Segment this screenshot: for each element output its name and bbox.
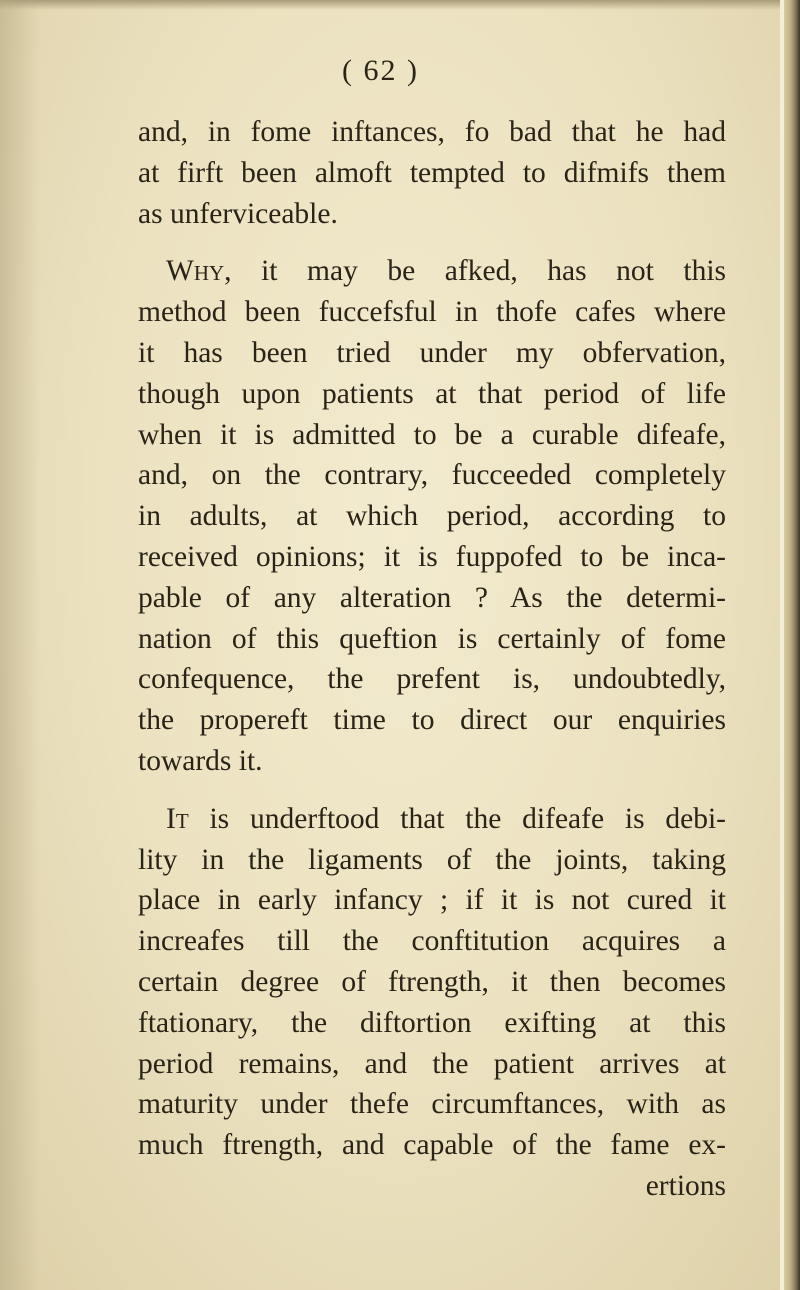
text-line: confequence, the prefent is, undoubtedly,: [138, 663, 726, 696]
text-line-rest: it may be afked, has not this: [231, 255, 726, 288]
text-line: certain degree of ftrength, it then becomes: [138, 965, 726, 998]
book-fore-edge: [784, 0, 800, 1290]
text-line: lity in the ligaments of the joints, taking: [138, 843, 726, 876]
paragraph-gap: [138, 234, 726, 251]
text-line: nation of this queftion is certainly of fome: [138, 622, 726, 655]
text-line: pable of any alteration ? As the determi-: [138, 581, 726, 614]
lead-word: Why,: [166, 255, 232, 288]
top-edge-shadow: [0, 0, 800, 10]
text-line-rest: is underftood that the difeafe is debi-: [188, 802, 726, 835]
text-line: it has been tried under my obfervation,: [138, 336, 726, 369]
text-line: though upon patients at that period of life: [138, 377, 726, 410]
text-line: much ftrength, and capable of the fame ex-: [138, 1129, 726, 1162]
text-line: when it is admitted to be a curable difeafe,: [138, 418, 726, 451]
text-line: and, in fome inftances, fo bad that he had: [138, 116, 726, 148]
paragraph-gap: [138, 782, 726, 799]
text-line: period remains, and the patient arrives at: [138, 1047, 726, 1080]
text-line: towards it.: [138, 744, 263, 777]
text-line: as unferviceable.: [138, 197, 338, 230]
text-line: maturity under thefe circumftances, with as: [138, 1088, 726, 1121]
text-line: method been fuccefsful in thofe cafes where: [138, 296, 726, 329]
text-line: the propereft time to direct our enquiries: [138, 704, 726, 737]
text-line: received opinions; it is fuppofed to be inca-: [138, 540, 726, 573]
lead-word: It: [166, 802, 189, 835]
text-line: increafes till the conftitution acquires a: [138, 925, 726, 958]
body-text: [138, 112, 726, 1207]
text-line: at firft been almoft tempted to difmifs them: [138, 156, 726, 189]
gutter-shade: [0, 0, 40, 1290]
text-line: in adults, at which period, according to: [138, 500, 726, 533]
paragraph-2-first-line: [138, 251, 726, 292]
page-number: ( 62 ): [342, 54, 419, 87]
text-line: place in early infancy ; if it is not cured it: [138, 884, 726, 917]
paragraph-3-first-line: [138, 799, 726, 840]
text-line: ftationary, the diftortion exifting at this: [138, 1006, 726, 1039]
catchword: ertions: [645, 1169, 726, 1202]
text-line: and, on the contrary, fucceeded completely: [138, 459, 726, 492]
